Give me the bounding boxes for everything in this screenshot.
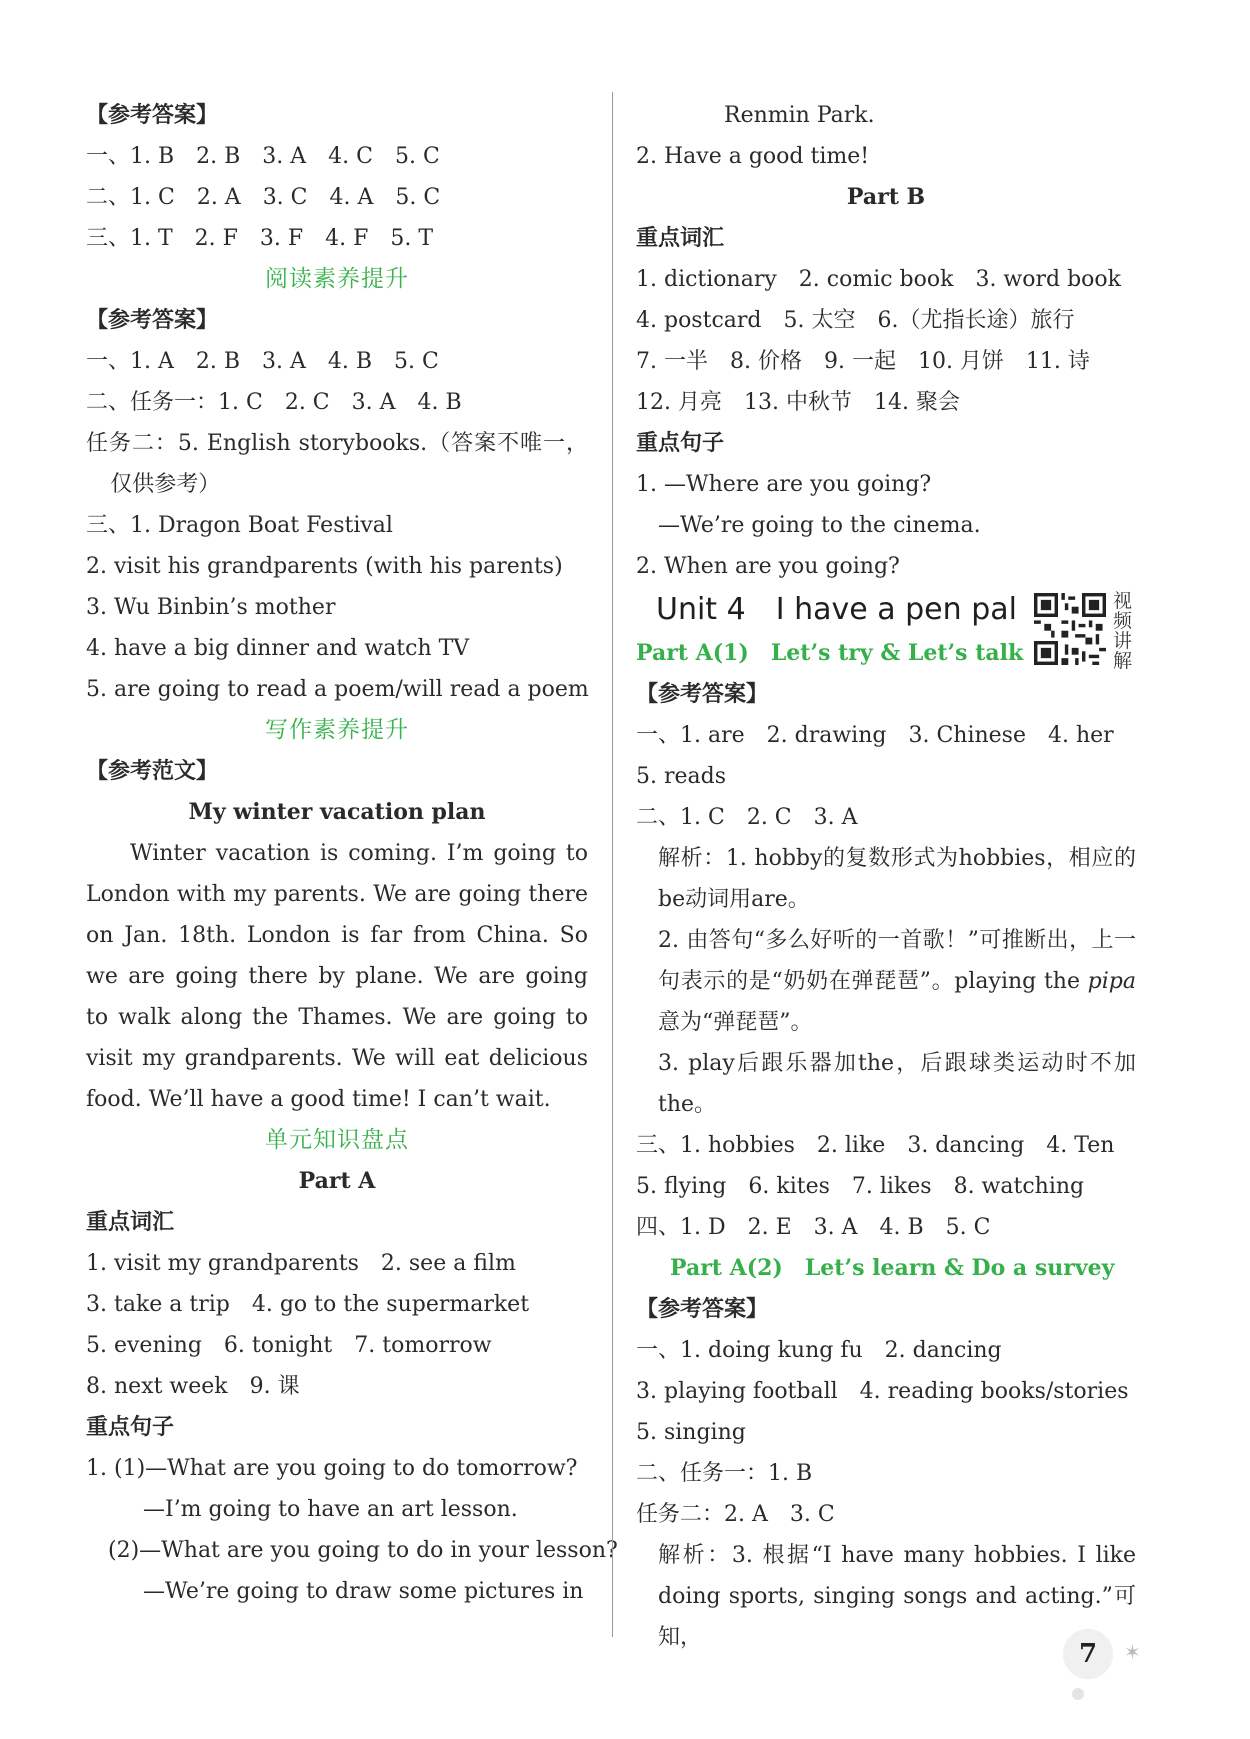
qr-label: 视频讲解	[1113, 590, 1133, 672]
answer-row: 一、1. doing kung fu 2. dancing	[636, 1338, 1002, 1363]
decorative-dot	[1072, 1688, 1084, 1700]
answer-row: 5. flying 6. kites 7. likes 8. watching	[636, 1174, 1085, 1199]
answer-row: 二、1. C 2. C 3. A	[636, 805, 858, 830]
vocab-heading: 重点词汇	[86, 1209, 175, 1235]
part-a2-title: Part A(2) Let’s learn & Do a survey	[670, 1255, 1115, 1281]
column-divider	[612, 92, 613, 1637]
answer-row: 3. Wu Binbin’s mother	[86, 595, 336, 620]
vocab-row: 1. dictionary 2. comic book 3. word book	[636, 267, 1121, 292]
section-title-writing: 写作素养提升	[265, 717, 409, 743]
answer-row: 二、1. C 2. A 3. C 4. A 5. C	[86, 185, 441, 210]
page-number: 7	[1063, 1629, 1113, 1679]
answer-row: 2. visit his grandparents (with his parents)	[86, 554, 563, 579]
answer-row: 三、1. Dragon Boat Festival	[86, 513, 393, 538]
answer-row: 一、1. are 2. drawing 3. Chinese 4. her	[636, 723, 1114, 748]
sentence-row: —We’re going to the cinema.	[658, 513, 981, 538]
answer-row: 一、1. A 2. B 3. A 4. B 5. C	[86, 349, 439, 374]
vocab-row: 3. take a trip 4. go to the supermarket	[86, 1292, 530, 1317]
answer-row: 5. reads	[636, 764, 727, 789]
vocab-row: 7. 一半 8. 价格 9. 一起 10. 月饼 11. 诗	[636, 349, 1090, 374]
analysis-text: 解析：3. 根据“I have many hobbies. I like doing sports, singing songs and acting.”可知，	[658, 1543, 1136, 1650]
vocab-row: 4. postcard 5. 太空 6.（尤指长途）旅行	[636, 308, 1075, 333]
answer-row: 3. playing football 4. reading books/stories	[636, 1379, 1129, 1404]
sentence-row: —I’m going to have an art lesson.	[143, 1497, 518, 1522]
part-b-title: Part B	[846, 184, 926, 210]
sentence-row: 2. Have a good time!	[636, 144, 870, 169]
sentence-heading: 重点句子	[636, 430, 725, 456]
unit-title: Unit 4 I have a pen pal	[656, 592, 1017, 627]
answer-row: 任务二：5. English storybooks.（答案不唯一，仅供参考）	[86, 431, 588, 497]
answer-heading: 【参考答案】	[636, 681, 769, 707]
answer-row: 三、1. T 2. F 3. F 4. F 5. T	[86, 226, 434, 251]
answer-row: 二、任务一：1. B	[636, 1461, 813, 1486]
analysis-text: 3. play后跟乐器加the，后跟球类运动时不加the。	[658, 1051, 1136, 1117]
right-column	[636, 95, 1136, 1658]
sentence-row: 1. (1)—What are you going to do tomorrow?	[86, 1456, 578, 1481]
vocab-row: 8. next week 9. 课	[86, 1374, 300, 1399]
essay-body: Winter vacation is coming. I’m going to London with my parents. We are going there on Jan. 18th. London is far from China. So we are going there by plane. We are going to walk along the Thames. We are going to visit my grandparents. We will eat delicious food. We’ll have a good time! I can’t wait.	[86, 841, 588, 1112]
sentence-row: 2. When are you going?	[636, 554, 900, 579]
analysis-italic: pipa	[1087, 969, 1136, 994]
essay-heading: 【参考范文】	[86, 758, 219, 784]
answer-heading: 【参考答案】	[636, 1296, 769, 1322]
answer-row: 5. singing	[636, 1420, 746, 1445]
answer-row: 5. are going to read a poem/will read a poem	[86, 677, 589, 702]
sentence-row: (2)—What are you going to do in your lesson?	[108, 1538, 618, 1563]
left-column	[86, 95, 618, 1612]
continued-line: Renmin Park.	[724, 103, 875, 128]
sentence-row: —We’re going to draw some pictures in	[143, 1579, 584, 1604]
vocab-row: 12. 月亮 13. 中秋节 14. 聚会	[636, 390, 960, 415]
analysis-text-part: 2. 由答句“多么好听的一首歌！”可推断出，上一句表示的是“奶奶在弹琵琶”。playing the	[658, 928, 1136, 994]
star-icon: ✶	[1124, 1640, 1141, 1664]
qr-code-icon[interactable]	[1034, 593, 1106, 665]
part-a1-title: Part A(1) Let’s try & Let’s talk	[636, 640, 1024, 666]
essay-title: My winter vacation plan	[188, 799, 486, 825]
vocab-row: 1. visit my grandparents 2. see a film	[86, 1251, 516, 1276]
answer-row: 任务二：2. A 3. C	[636, 1502, 835, 1527]
answer-heading: 【参考答案】	[86, 307, 219, 333]
analysis-text-part: 意为“弹琵琶”。	[658, 1010, 813, 1035]
answer-row: 四、1. D 2. E 3. A 4. B 5. C	[636, 1215, 991, 1240]
answer-row: 一、1. B 2. B 3. A 4. C 5. C	[86, 144, 440, 169]
answer-row: 三、1. hobbies 2. like 3. dancing 4. Ten	[636, 1133, 1115, 1158]
section-title-unit-review: 单元知识盘点	[265, 1127, 409, 1153]
sentence-heading: 重点句子	[86, 1414, 175, 1440]
vocab-heading: 重点词汇	[636, 225, 725, 251]
analysis-text: 解析：1. hobby的复数形式为hobbies，相应的be动词用are。	[658, 846, 1136, 912]
vocab-row: 5. evening 6. tonight 7. tomorrow	[86, 1333, 492, 1358]
analysis-text	[636, 920, 1136, 1043]
sentence-row: 1. —Where are you going?	[636, 472, 932, 497]
answer-row: 二、任务一：1. C 2. C 3. A 4. B	[86, 390, 462, 415]
section-title-reading: 阅读素养提升	[265, 266, 409, 292]
answer-heading: 【参考答案】	[86, 102, 219, 128]
part-a-title: Part A	[298, 1168, 376, 1194]
answer-row: 4. have a big dinner and watch TV	[86, 636, 470, 661]
